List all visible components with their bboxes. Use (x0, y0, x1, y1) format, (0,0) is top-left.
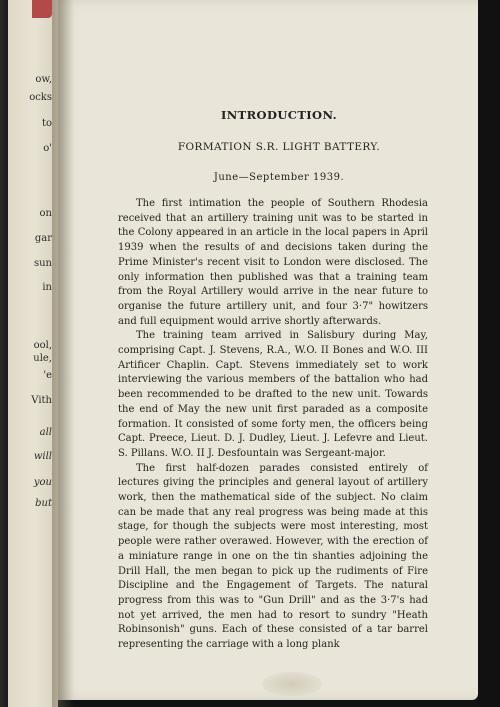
left-page-text-fragment: Vith (31, 395, 52, 406)
background-edge (478, 0, 500, 707)
left-page-text-fragment: ule, (33, 353, 52, 364)
page-subtitle: FORMATION S.R. LIGHT BATTERY. (177, 141, 381, 153)
left-page-text-fragment: ow, (35, 74, 52, 85)
left-page-text-fragment: you (33, 477, 52, 488)
left-page (0, 0, 58, 707)
left-page-text-fragment: to (41, 118, 52, 129)
left-page-text-fragment: but (35, 498, 52, 509)
page-content (118, 108, 428, 653)
left-page-text-fragment: will (33, 451, 52, 462)
left-page-text-fragment: gar (34, 233, 52, 244)
left-page-text-fragment: on (39, 208, 52, 219)
date-range: June—September 1939. (213, 172, 345, 183)
book-spine-edge (0, 0, 8, 707)
left-page-text-fragment: in (42, 282, 52, 293)
paragraph-3: The first half-dozen parades consisted entirely of lectures giving the principles and general layout of artillery work, then the mathematical side of the subject. No claim can be made that any real progress was being made at this stage, for though the subjects were most interesting, most people were rather overawed. However, with the erection of a miniature range in one on the tin shanties adjoining the Drill Hall, the men began to pick up the rudiments of Fire Discipline and the Engagement of Targets. The natural progress from this was to "Gun Drill" and as the 3·7's had not yet arrived, the men had to resort to sundry "Heath Robinsonish" guns. Each of these consisted of a tar barrel representing the carriage with a long plank (118, 462, 428, 651)
paragraph-2: The training team arrived in Salisbury during May, comprising Capt. J. Stevens, R.A., W.O. II Bones and W.O. III Artificer Chaplin. Capt. Stevens immediately set to work interviewing the various members of the battalion who had been recommended to be drafted to the new unit. Towards the end of May the new unit first paraded as a composite formation. It consisted of some forty men, the officers being Capt. Preece, Lieut. D. J. Dudley, Lieut. J. Lefevre and Lieut. S. Pillans. W.O. II J. Desfountain was Sergeant-major. (118, 330, 428, 459)
page-gutter (52, 0, 74, 707)
paragraph-1: The first intimation the people of Southern Rhodesia received that an artillery training unit was to be started in the Colony appeared in an article in the local papers in April 1939 when the results of and decisions taken during the Prime Minister's recent visit to London were disclosed. The only information then published was that a training team from the Royal Artillery would arrive in the near future to organise the future artillery unit, and four 3·7" howitzers and full equipment would arrive shortly afterwards. (118, 198, 428, 327)
left-page-text-fragment: ool, (33, 340, 52, 351)
red-binding-corner (32, 0, 52, 18)
left-page-text-fragment: all (39, 427, 52, 438)
page-title: INTRODUCTION. (220, 108, 338, 122)
left-page-text-fragment: o' (43, 143, 52, 154)
left-page-text-fragment: 'e (43, 370, 52, 381)
left-page-text-fragment: sun (33, 258, 52, 269)
paper-stain (262, 672, 322, 696)
left-page-text-fragment: ocks (29, 92, 52, 103)
